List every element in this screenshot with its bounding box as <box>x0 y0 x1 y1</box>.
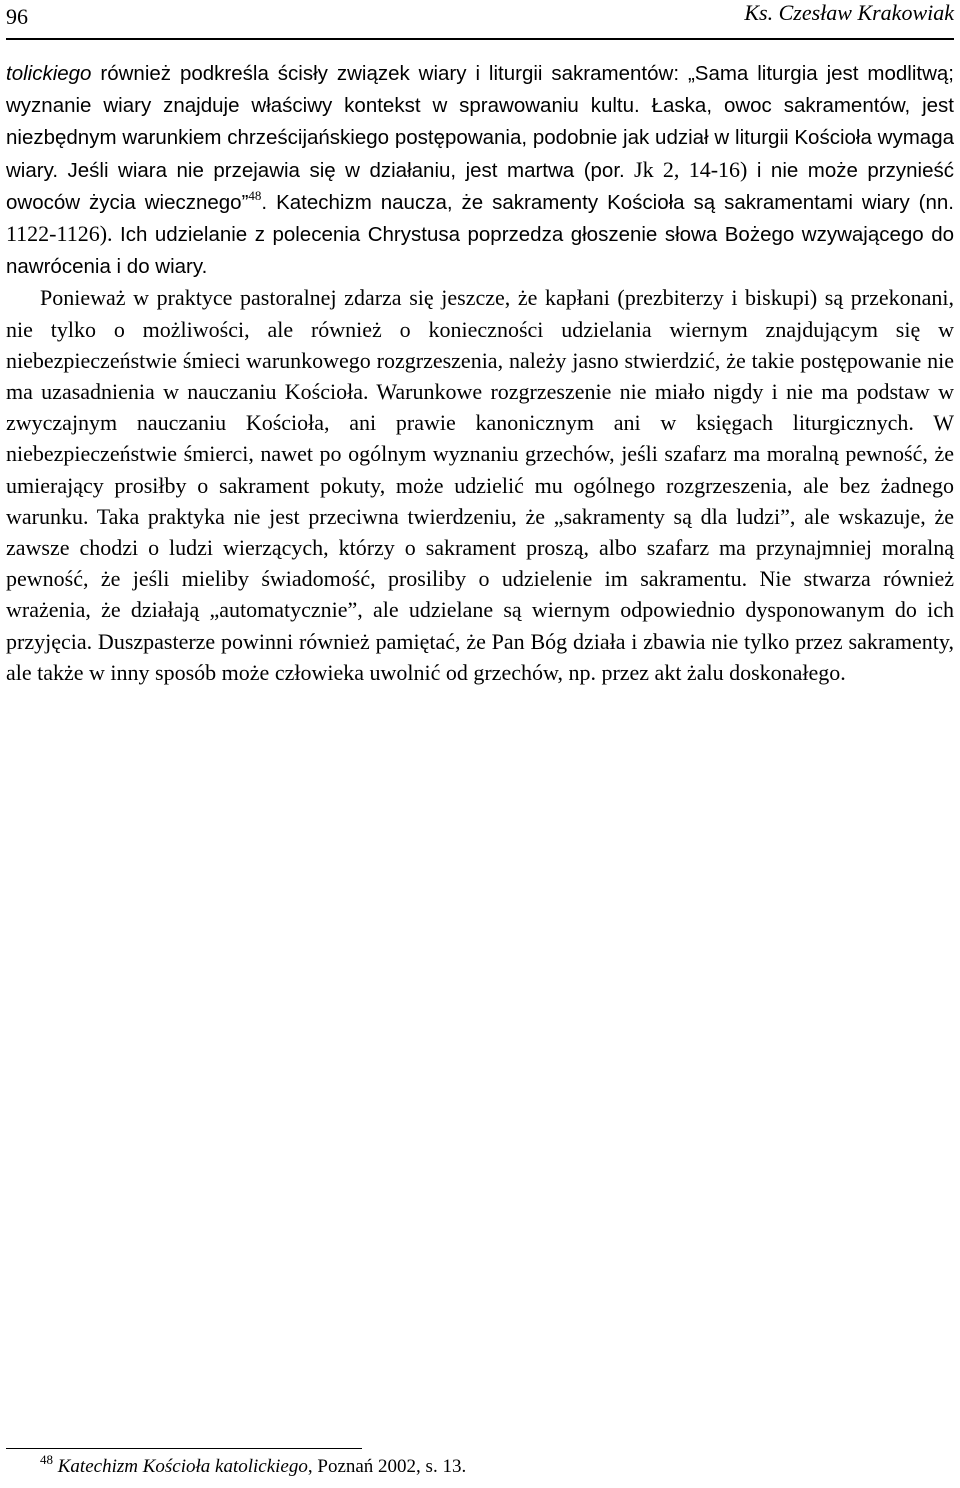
paragraph-1-italic-start: tolickiego <box>6 62 92 85</box>
page-number: 96 <box>6 4 28 29</box>
footnote <box>40 1452 467 1479</box>
paragraph-1-part-5: . Katechizm naucza, że sakramenty Kościoła są sakramentami wiary (nn. <box>261 190 954 214</box>
paragraph-1-part-6: 1122-1126). <box>6 221 113 247</box>
paragraph-1-part-3: Jk 2, 14-16) <box>624 156 748 182</box>
paragraph-2: Ponieważ w praktyce pastoralnej zdarza się jeszcze, że kapłani (prezbiterzy i biskupi) są przekonani, nie tylko o możliwości, ale również o konieczności udzielania wiernym znajdującym się w niebezpieczeństwie śmieci warunkowego rozgrzeszenia, należy jasno stwierdzić, że takie postępowanie nie ma uzasadnienia w nauczaniu Kościoła. Warunkowe rozgrzeszenie nie miało nigdy i nie ma podstaw w zwyczajnym nauczaniu Kościoła, ani prawie kanonicznym ani w księgach liturgicznych. W niebezpieczeństwie śmierci, nawet po ogólnym wyznaniu grzechów, jeśli szafarz ma moralną pewność, że umierający prosiłby o sakrament pokuty, może udzielić mu ogólnego rozgrzeszenia, ale bez żadnego warunku. Taka praktyka nie jest przeciwna twierdzeniu, że „sakramenty są dla ludzi”, ale wskazuje, że zawsze chodzi o ludzi wierzących, którzy o sakrament proszą, albo szafarz ma przynajmniej moralną pewność, że jeśli mieliby świadomość, prosiliby o udzielenie im sakramentu. Nie stwarza również wrażenia, że działają „automatycznie”, ale udzielane są wiernym odpowiednio dysponowanym do ich przyjęcia. Duszpasterze powinni również pamiętać, że Pan Bóg działa i zbawia nie tylko przez sakramenty, ale także w inny sposób może człowieka uwolnić od grzechów, np. przez akt żalu doskonałego. <box>6 285 954 685</box>
paragraph-1 <box>6 57 954 282</box>
paragraph-1-part-4: i nie może przynieść owoców życia wiecznego” <box>6 158 954 214</box>
footnote-title: Katechizm Kościoła katolickiego <box>57 1456 308 1477</box>
footnote-separator <box>6 1448 362 1449</box>
paragraph-1-part-2: również podkreśla ścisły związek wiary i liturgii sakramentów: „Sama liturgia jest modlitwą; wyznanie wiary znajduje właściwy kontekst w sprawowaniu kultu. Łaska, owoc sakramentów, jest niezbędnym warunkiem chrześcijańskiego postępowania, podobnie jak udział w liturgii Kościoła wymaga wiary. Jeśli wiara nie przejawia się w działaniu, jest martwa (por. <box>6 62 954 182</box>
running-head: Ks. Czesław Krakowiak <box>744 0 954 25</box>
body-text <box>6 57 954 688</box>
page-header <box>6 0 954 40</box>
paragraph-1-part-7: Ich udzielanie z polecenia Chrystusa poprzedza głoszenie słowa Bożego wzywającego do nawrócenia i do wiary. <box>6 223 954 279</box>
footnote-reference[interactable]: 48 <box>248 187 262 203</box>
footnote-number: 48 <box>40 1452 53 1467</box>
footnote-rest: , Poznań 2002, s. 13. <box>307 1456 467 1477</box>
